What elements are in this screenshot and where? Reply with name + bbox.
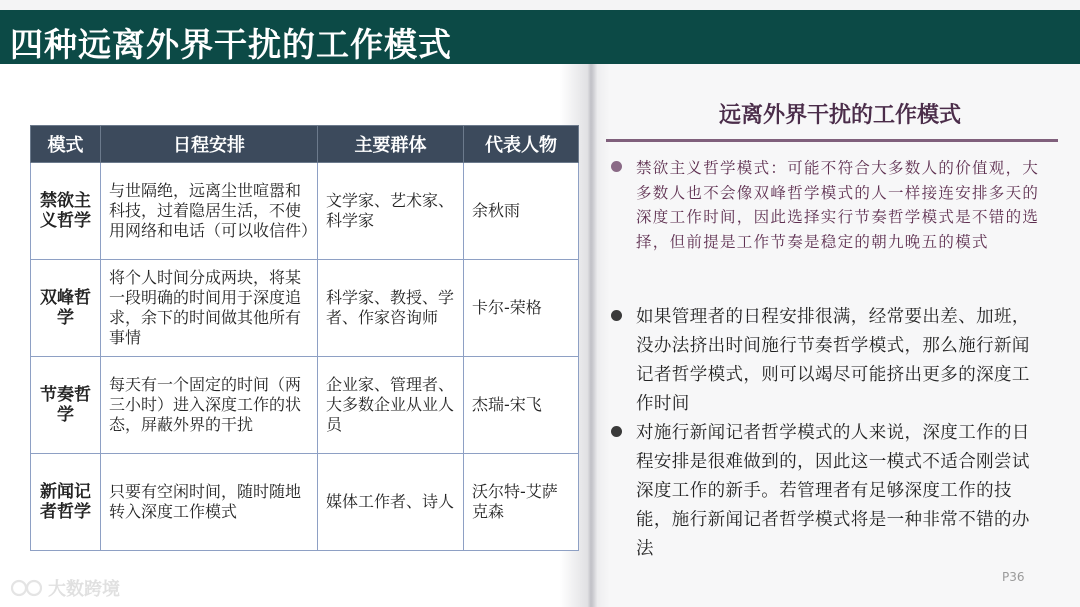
header-group: 主要群体 [318,126,464,163]
cell-person: 沃尔特-艾萨克森 [464,454,579,551]
bullet-text: 如果管理者的日程安排很满，经常要出差、加班，没办法挤出时间施行节奏哲学模式，那么施行新闻记者哲学模式，则可以竭尽可能挤出更多的深度工作时间 [636,307,1030,414]
header-person: 代表人物 [464,126,579,163]
panel-divider [606,139,1058,142]
cell-person: 余秋雨 [464,163,579,260]
watermark-text: 大数跨境 [48,579,120,600]
bullet-text: 对施行新闻记者哲学模式的人来说，深度工作的日程安排是很难做到的，因此这一模式不适合刚尝试深度工作的新手。若管理者有足够深度工作的技能，施行新闻记者哲学模式将是一种非常不错的办法 [636,423,1030,559]
cell-schedule: 只要有空闲时间，随时随地转入深度工作模式 [101,454,318,551]
table-row [31,357,579,454]
cell-person: 杰瑞-宋飞 [464,357,579,454]
bullet-dot-icon [611,161,622,172]
table-row [31,163,579,260]
page-number: P36 [1002,570,1025,584]
bullet-item [611,156,1041,254]
header-schedule: 日程安排 [101,126,318,163]
table-header-row [31,126,579,163]
watermark [10,575,120,603]
cell-schedule: 与世隔绝，远离尘世喧嚣和科技，过着隐居生活，不使用网络和电话（可以收信件） [101,163,318,260]
header-mode: 模式 [31,126,101,163]
bullet-dot-icon [611,426,622,437]
watermark-logo-icon [10,578,44,603]
table-row [31,454,579,551]
cell-schedule: 将个人时间分成两块，将某一段明确的时间用于深度追求，余下的时间做其他所有事情 [101,260,318,357]
cell-mode: 节奏哲学 [31,357,101,454]
cell-person: 卡尔-荣格 [464,260,579,357]
page-title: 四种远离外界干扰的工作模式 [10,25,452,64]
cell-group: 媒体工作者、诗人 [318,454,464,551]
table-row [31,260,579,357]
bullet-dot-icon [611,310,622,321]
cell-group: 文学家、艺术家、科学家 [318,163,464,260]
title-bar [0,10,1080,64]
cell-mode: 新闻记者哲学 [31,454,101,551]
cell-group: 科学家、教授、学者、作家咨询师 [318,260,464,357]
panel-title: 远离外界干扰的工作模式 [718,103,961,128]
cell-schedule: 每天有一个固定的时间（两三小时）进入深度工作的状态，屏蔽外界的干扰 [101,357,318,454]
bullet-text: 禁欲主义哲学模式：可能不符合大多数人的价值观，大多数人也不会像双峰哲学模式的人一样接连安排多天的深度工作时间，因此选择实行节奏哲学模式是不错的选择，但前提是工作节奏是稳定的朝九晚五的模式 [636,159,1040,251]
cell-group: 企业家、管理者、大多数企业从业人员 [318,357,464,454]
cell-mode: 双峰哲学 [31,260,101,357]
bullet-item [611,303,1041,419]
cell-mode: 禁欲主义哲学 [31,163,101,260]
modes-table [30,125,579,551]
bullet-item [611,419,1041,564]
